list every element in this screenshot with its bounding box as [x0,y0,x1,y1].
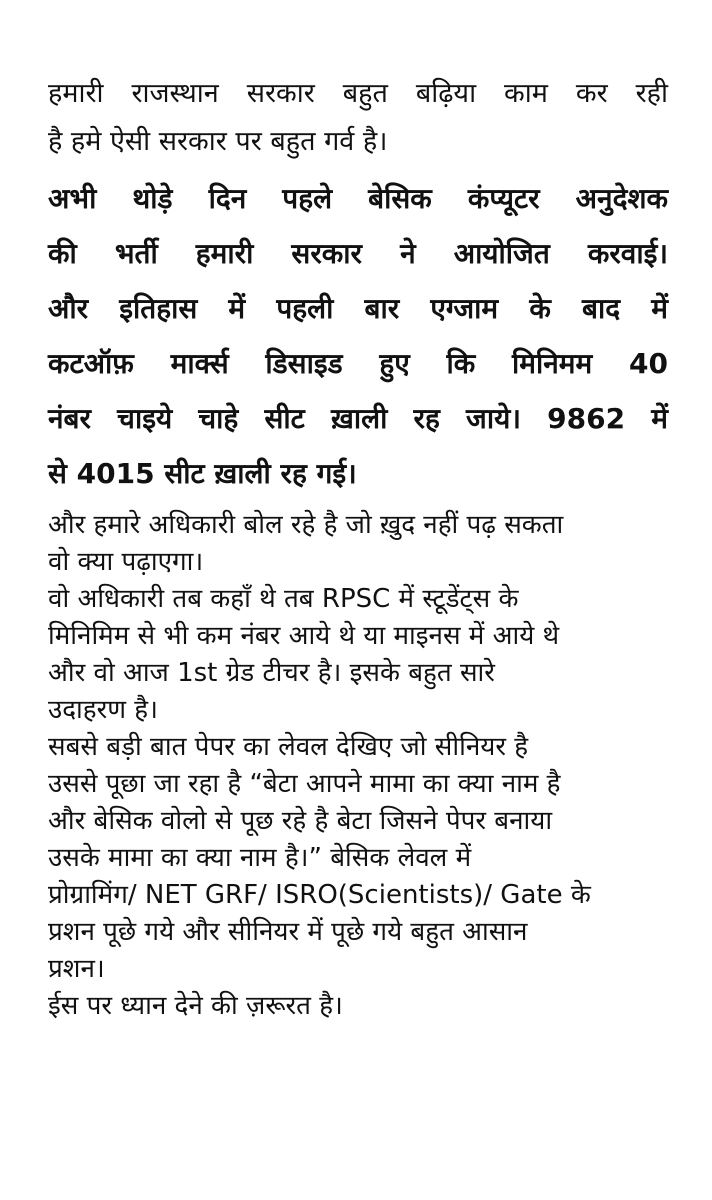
text-line: ईस पर ध्यान देने की ज़रूरत है। [48,991,343,1021]
text-line: प्रोग्रामिंग/ NET GRF/ ISRO(Scientists)/ Gate के [48,880,591,910]
text-line: वो क्या पढ़ाएगा। [48,547,204,577]
text-line: प्रशन। [48,954,105,984]
text-line: और इतिहास में पहली बार एग्जाम के बाद में [48,292,668,325]
paragraph-intro [48,70,668,166]
text-line: सबसे बड़ी बात पेपर का लेवल देखिए जो सीनियर है [48,732,529,762]
document-body [48,70,668,1025]
text-line: कटऑफ़ मार्क्स डिसाइड हुए कि मिनिमम 40 [48,347,668,380]
text-line: नंबर चाइये चाहे सीट ख़ाली रह जाये। 9862 में [48,402,668,435]
text-line: उससे पूछा जा रहा है “बेटा आपने मामा का क्या नाम है [48,769,561,799]
text-line: उसके मामा का क्या नाम है।” बेसिक लेवल में [48,843,472,873]
text-line: मिनिमिम से भी कम नंबर आये थे या माइनस में आये थे [48,621,560,651]
text-line: वो अधिकारी तब कहाँ थे तब RPSC में स्टूडेंट्स के [48,584,519,614]
text-line: उदाहरण है। [48,695,158,725]
text-line: से 4015 सीट ख़ाली रह गई। [48,457,357,490]
text-line: हमारी राजस्थान सरकार बहुत बढ़िया काम कर रही [48,78,668,109]
text-line: और वो आज 1st ग्रेड टीचर है। इसके बहुत सारे [48,658,495,688]
text-line: और बेसिक वोलो से पूछ रहे है बेटा जिसने पेपर बनाया [48,806,553,836]
text-line: अभी थोड़े दिन पहले बेसिक कंप्यूटर अनुदेशक [48,182,668,215]
text-line: प्रशन पूछे गये और सीनियर में पूछे गये बहुत आसान [48,917,528,947]
text-line: है हमे ऐसी सरकार पर बहुत गर्व है। [48,126,388,157]
paragraph-officials [48,507,668,1025]
text-line: की भर्ती हमारी सरकार ने आयोजित करवाई। [48,237,668,270]
text-line: और हमारे अधिकारी बोल रहे है जो ख़ुद नहीं पढ़ सकता [48,510,564,540]
paragraph-bold-recruitment [48,171,668,501]
